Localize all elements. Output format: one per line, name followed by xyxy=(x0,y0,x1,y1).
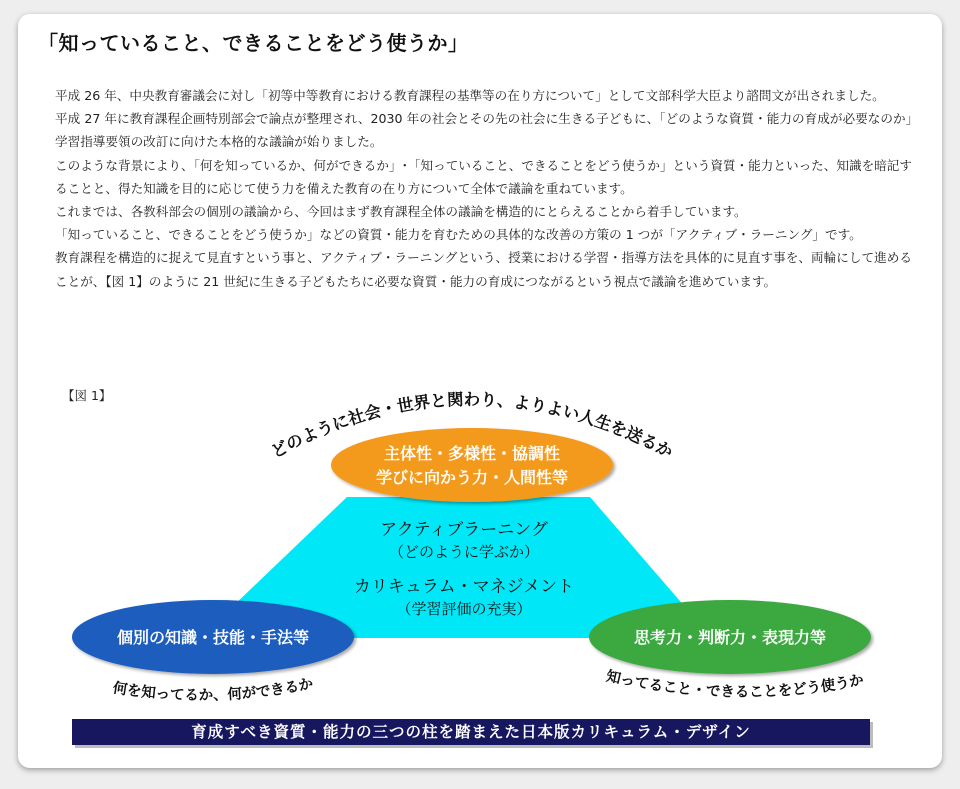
right-arc-text: 知ってること・できることをどう使うか xyxy=(604,668,866,701)
paragraph: このような背景により、「何を知っているか、何ができるか」･「知っていること、できることをどう使うか」という資質・能力といった、知識を暗記することと、得た知識を目的に応じて使う力を備えた教育の在り方について全体で議論を重ねています。 xyxy=(55,157,912,196)
paragraph: 平成 27 年に教育課程企画特別部会で論点が整理され、2030 年の社会とその先の社会に生きる子どもに、「どのような資質・能力の育成が必要なのか」学習指導要領の改訂に向けた本格的な議論が始りました。 xyxy=(55,111,912,150)
paragraph: 「知っていること、できることをどう使うか」などの資質・能力を育むための具体的な改善の方策の 1 つが「アクティブ・ラーニング」です。 xyxy=(55,227,862,243)
paragraph: 平成 26 年、中央教育審議会に対し「初等中等教育における教育課程の基準等の在り方について」として文部科学大臣より諮問文が出されました。 xyxy=(55,88,885,103)
top-ellipse-text-1: 主体性・多様性・協調性 xyxy=(383,446,561,463)
figure-label: 【図 1】 xyxy=(62,388,112,403)
triangle-text-4: （学習評価の充実） xyxy=(396,601,532,618)
triangle-text-1: アクティブラーニング xyxy=(380,520,548,539)
left-arc-text: 何を知ってるか、何ができるか xyxy=(111,676,315,704)
left-ellipse-text: 個別の知識・技能・手法等 xyxy=(116,630,310,647)
page-title: 「知っていること、できることをどう使うか」 xyxy=(38,31,469,55)
paragraph: これまでは、各教科部会の個別の議論から、今回はまず教育課程全体の議論を構造的にとらえることから着手しています。 xyxy=(55,204,747,220)
triangle-text-2: （どのように学ぶか） xyxy=(388,544,540,561)
triangle-text-3: カリキュラム・マネジメント xyxy=(353,577,575,596)
right-ellipse-text: 思考力・判断力・表現力等 xyxy=(633,630,827,647)
top-ellipse xyxy=(331,428,613,502)
paragraph: 教育課程を構造的に捉えて見直すという事と、アクティブ・ラーニングという、授業における学習・指導方法を具体的に見直す事を、両輪にして進めることが、【図 1】のように 21 世紀に生きる子どもたちに必要な資質・能力の育成につながるという視点で議論を進めています。 xyxy=(55,250,912,289)
top-ellipse-text-2: 学びに向かう力・人間性等 xyxy=(375,470,569,487)
curriculum-banner: 育成すべき資質・能力の三つの柱を踏まえた日本版カリキュラム・デザイン xyxy=(72,719,870,745)
top-arc-text: どのように社会・世界と関わり、よりよい人生を送るか xyxy=(268,390,676,462)
